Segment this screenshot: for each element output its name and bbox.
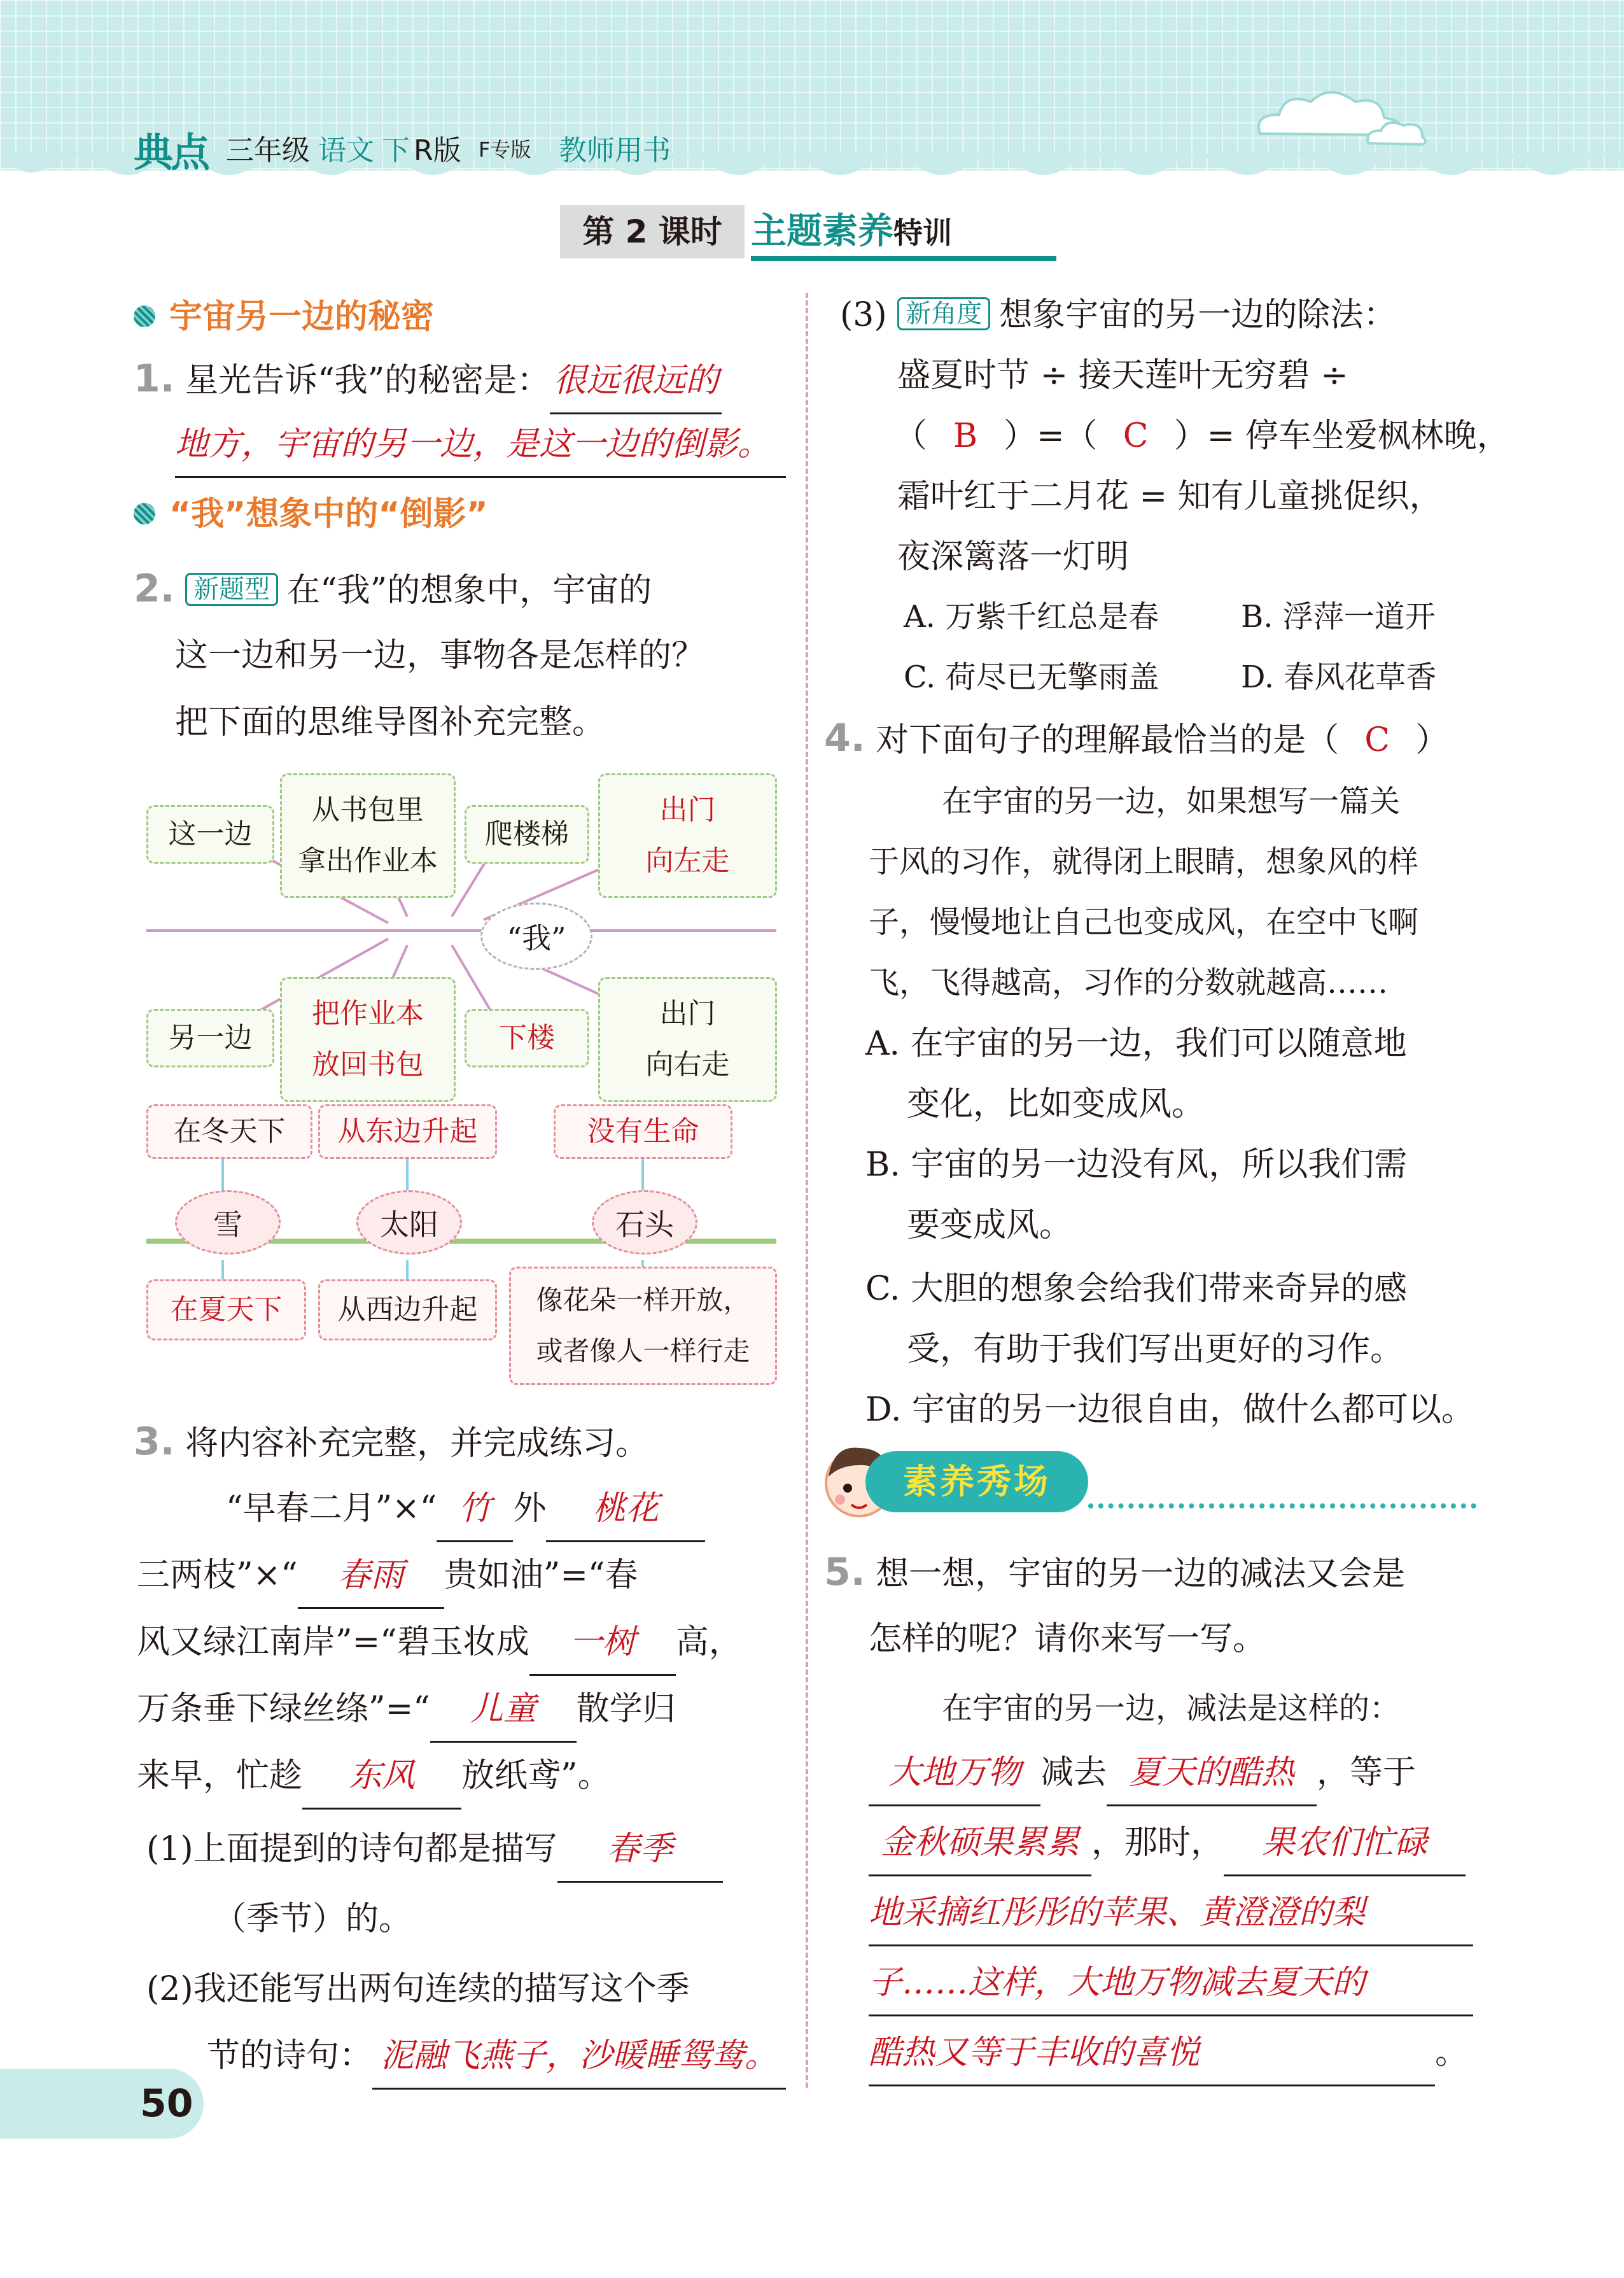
mind-map-answer: 下楼 (499, 1022, 555, 1054)
answer-blank: 地采摘红彤彤的苹果、黄澄澄的梨 (869, 1881, 1473, 1946)
question-tag: 新题型 (185, 573, 278, 606)
sub-question-text: 想象宇宙的另一边的除法： (999, 296, 1397, 334)
answer-blank: 子……这样，大地万物减去夏天的 (869, 1951, 1473, 2016)
question-text: 将内容补充完整，并完成练习。 (185, 1424, 649, 1463)
column-divider (806, 293, 808, 2088)
mind-map-center: “我” (480, 903, 592, 970)
section-heading (134, 487, 488, 535)
quote-line: 飞，飞得越高，习作的分数就越高…… (869, 965, 1389, 1001)
division-answer-line (894, 404, 1510, 468)
header-edition: R版 (414, 134, 461, 167)
lesson-theme: 主题素养 (751, 211, 893, 252)
lesson-suffix: 特训 (893, 216, 952, 250)
option: A. 万紫千红总是春 (904, 599, 1159, 635)
sub-question-3 (840, 283, 1396, 349)
option: B. 浮萍一道开 (1241, 599, 1436, 635)
mind-map-answer: 向左走 (645, 845, 730, 877)
poem-text: 外 (513, 1489, 547, 1528)
question-tag: 新角度 (897, 297, 990, 330)
option: D. 春风花草香 (1241, 659, 1437, 695)
question-number: 1. (134, 356, 175, 401)
section-title: 宇宙另一边的秘密 (169, 298, 435, 336)
answer-text: 。 (1435, 2034, 1469, 2072)
answer-q1: 很远很远的 (550, 349, 722, 414)
lesson-number: 第 2 课时 (560, 205, 745, 258)
title-underline (751, 256, 1056, 261)
answer-text: ，那时， (1091, 1824, 1224, 1862)
question-2-line3: 把下面的思维导图补充完整。 (175, 703, 606, 742)
mind-map-answer: 放回书包 (312, 1048, 424, 1081)
division-text: ）= 停车坐爱枫林晚， (1173, 417, 1510, 455)
poem-line (137, 1744, 611, 1810)
quote-line: 于风的习作，就得闭上眼睛，想象风的样 (869, 844, 1419, 880)
division-line: 盛夏时节 ÷ 接天莲叶无穷碧 ÷ (897, 356, 1348, 395)
question-text: 星光告诉“我”的秘密是： (185, 362, 550, 400)
question-2-line2: 这一边和另一边，事物各是怎样的？ (175, 636, 705, 675)
answer-blank: 一树 (529, 1610, 676, 1676)
poem-text: 放纸鸢”。 (461, 1757, 611, 1795)
answer-blank: 金秋硕果累累 (869, 1811, 1091, 1876)
option: B. 宇宙的另一边没有风，所以我们需 (865, 1146, 1408, 1184)
mind-map-node: 雪 (175, 1190, 281, 1255)
question-number: 3. (134, 1419, 175, 1464)
poem-text: “早春二月”×“ (226, 1489, 437, 1528)
answer-blank: 桃花 (546, 1477, 705, 1542)
answer-blank: 东风 (302, 1744, 461, 1810)
quote-line: 在宇宙的另一边，如果想写一篇关 (942, 784, 1401, 819)
option: C. 大胆的想象会给我们带来奇异的感 (865, 1270, 1407, 1308)
header-term: 下 (382, 134, 410, 167)
mind-map-answer: 没有生命 (587, 1115, 699, 1148)
section-badge: 素养秀场 (865, 1451, 1088, 1512)
answer-choice: C (1123, 417, 1149, 455)
option: D. 宇宙的另一边很自由，做什么都可以。 (865, 1391, 1474, 1429)
poem-text: 三两枝”×“ (137, 1556, 298, 1594)
question-number: 2. (134, 566, 175, 611)
option-cont: 受，有助于我们写出更好的习作。 (907, 1330, 1404, 1368)
sub-question-label: (3) (840, 296, 887, 334)
lesson-title (751, 205, 1056, 258)
sub-question-1 (146, 1817, 723, 1883)
answer-blank: 竹 (437, 1477, 513, 1542)
paren: ）=（ (1004, 417, 1098, 455)
answer-blank: 春季 (557, 1817, 723, 1883)
question-text: 想一想，宇宙的另一边的减法又会是 (876, 1555, 1406, 1593)
bullet-icon (134, 306, 155, 327)
poem-line (137, 1610, 742, 1676)
header-special: F专版 (479, 137, 531, 162)
section-heading (134, 290, 434, 337)
question-text: 在“我”的想象中，宇宙的 (287, 572, 652, 610)
option: C. 荷尽已无擎雨盖 (904, 659, 1159, 695)
mind-map-label-other-side: 另一边 (146, 1009, 274, 1067)
mind-map-text: 向右走 (645, 1048, 730, 1081)
answer-choice: B (953, 417, 978, 455)
answer-line (869, 1951, 1473, 2016)
brand-logo: 典点 (134, 129, 208, 176)
bullet-icon (134, 503, 155, 524)
mind-map-box (280, 773, 456, 898)
mind-map-answer-box (280, 977, 456, 1102)
mind-map-answer: 出门 (659, 794, 716, 826)
mind-map-answer-box (465, 1009, 589, 1067)
cloud-icon (1362, 111, 1432, 150)
mind-map-text: 从书包里 (312, 794, 424, 826)
question-2 (134, 557, 652, 625)
poem-text: 散学归 (576, 1690, 676, 1728)
paren: ） (1415, 721, 1449, 759)
option: A. 在宇宙的另一边，我们可以随意地 (865, 1025, 1407, 1063)
question-3 (134, 1410, 648, 1475)
sub-question-text: 节的诗句： (207, 2037, 373, 2075)
answer-blank: 夏天的酷热 (1107, 1741, 1317, 1806)
mind-map-text: 出门 (659, 997, 716, 1030)
mind-map-label-this-side: 这一边 (146, 805, 274, 864)
poem-line (137, 1677, 676, 1743)
division-line: 夜深篱落一灯明 (897, 538, 1130, 576)
section-title: “我”想象中的“倒影” (169, 495, 488, 533)
mind-map-box: 在冬天下 (146, 1104, 312, 1159)
answer-choice: C (1364, 721, 1390, 759)
question-5-line3: 在宇宙的另一边，减法是这样的： (942, 1691, 1401, 1726)
mind-map-node: 太阳 (356, 1190, 462, 1255)
question-4 (824, 707, 1448, 772)
header-book-type: 教师用书 (559, 134, 671, 167)
sub-question-2: (2)我还能写出两句连续的描写这个季 (146, 1970, 690, 2008)
answer-blank: 春雨 (298, 1543, 444, 1609)
answer-line (869, 1811, 1466, 1876)
answer-q1-cont: 地方，宇宙的另一边，是这一边的倒影。 (175, 412, 786, 478)
mind-map-text: 像花朵一样开放， (536, 1284, 750, 1316)
question-number: 5. (824, 1550, 865, 1594)
header-grade: 三年级 (226, 134, 310, 167)
poem-text: 高， (675, 1623, 742, 1661)
answer-blank: 酷热又等于丰收的喜悦 (869, 2021, 1435, 2086)
question-5 (824, 1540, 1405, 1606)
answer-blank: 大地万物 (869, 1741, 1040, 1806)
answer-text: ，等于 (1317, 1754, 1417, 1792)
mind-map-node: 石头 (592, 1190, 697, 1255)
mind-map-box: 从西边升起 (318, 1279, 497, 1340)
question-number: 4. (824, 716, 865, 761)
question-1 (134, 347, 722, 414)
answer-blank: 果农们忙碌 (1224, 1811, 1466, 1876)
header-subject: 语文 (318, 134, 374, 167)
mind-map-box: 爬楼梯 (465, 805, 589, 864)
division-line: 霜叶红于二月花 = 知有儿童挑促织， (897, 477, 1443, 516)
option-cont: 变化，比如变成风。 (907, 1085, 1205, 1123)
answer-line (869, 1881, 1473, 1946)
badge-dotted-line (1088, 1503, 1476, 1508)
mind-map-answer-box (554, 1104, 732, 1159)
mind-map-answer-box (598, 773, 777, 898)
poem-line (226, 1477, 705, 1542)
question-5-line2: 怎样的呢？请你来写一写。 (869, 1620, 1266, 1658)
mind-map-answer-box (146, 1279, 306, 1340)
mind-map-answer: 在夏天下 (170, 1293, 283, 1326)
mind-map-box (598, 977, 777, 1102)
sub-question-2-cont (207, 2024, 786, 2090)
question-1-line2 (175, 412, 786, 478)
poem-text: 来早，忙趁 (137, 1757, 303, 1795)
sub-question-text: (1)上面提到的诗句都是描写 (146, 1830, 557, 1868)
answer-line (869, 2021, 1468, 2086)
poem-line (137, 1543, 638, 1609)
answer-blank: 泥融飞燕子，沙暖睡鸳鸯。 (372, 2024, 786, 2090)
mind-map-answer: 把作业本 (312, 997, 424, 1030)
mind-map-box (509, 1267, 777, 1385)
quote-line: 子，慢慢地让自己也变成风，在空中飞啊 (869, 904, 1419, 940)
mind-map-text: 或者像人一样行走 (536, 1335, 750, 1367)
mind-map-answer: 从东边升起 (337, 1115, 478, 1148)
poem-text: 贵如油”=“春 (444, 1556, 638, 1594)
paren: （ (894, 417, 928, 455)
answer-text: 减去 (1040, 1754, 1107, 1792)
sub-question-1-cont: （季节）的。 (213, 1900, 412, 1938)
poem-text: 风又绿江南岸”=“碧玉妆成 (137, 1623, 529, 1661)
page-number: 50 (140, 2081, 193, 2126)
option-cont: 要变成风。 (907, 1206, 1073, 1244)
question-text: 对下面句子的理解最恰当的是（ (876, 721, 1340, 759)
mind-map-answer-box (318, 1104, 497, 1159)
answer-line (869, 1741, 1416, 1806)
poem-text: 万条垂下绿丝绦”=“ (137, 1690, 430, 1728)
mind-map-text: 拿出作业本 (298, 845, 438, 877)
answer-blank: 儿童 (430, 1677, 577, 1743)
